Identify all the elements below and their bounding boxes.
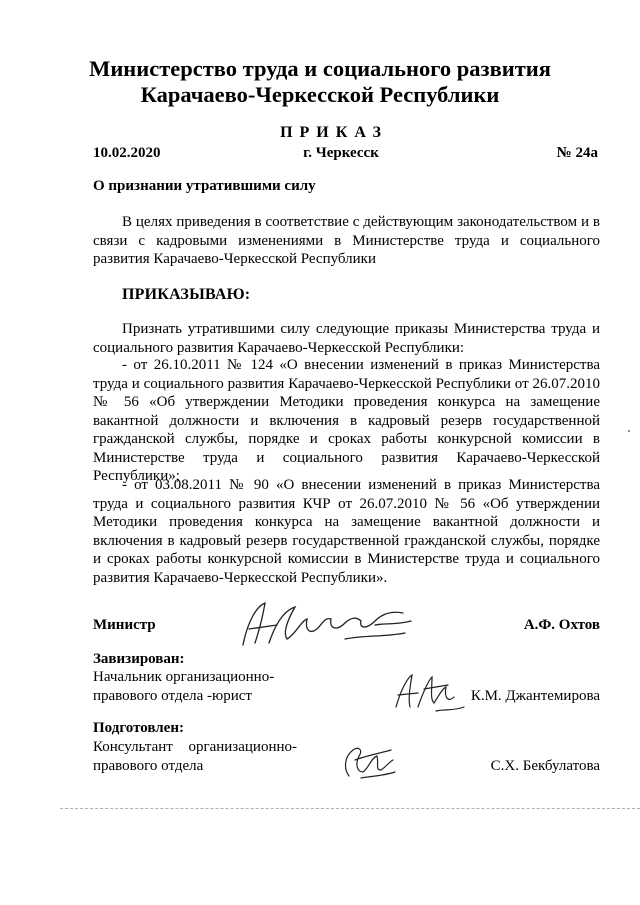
revoked-order-item xyxy=(93,356,600,486)
prepared-position-word1: Консультант xyxy=(93,739,173,755)
prepared-position-word2: организационно- xyxy=(188,739,297,755)
order-number: № 24а xyxy=(556,145,598,161)
prepared-signature xyxy=(335,738,400,783)
order-directive-word: ПРИКАЗЫВАЮ: xyxy=(122,286,251,303)
recognize-text: Признать утратившими силу следующие приказы Министерства труда и социального развития Карачаево-Черкесской Республики: xyxy=(93,321,600,356)
scan-edge-mark xyxy=(628,430,630,432)
order-subject: О признании утратившими силу xyxy=(93,178,316,194)
minister-name: А.Ф. Охтов xyxy=(523,617,600,633)
revoked-order-item-1-text: - от 26.10.2011 № 124 «О внесении изменений в приказ Министерства труда и социального развития Карачаево-Черкесской Республики от 26.07.2010 № 56 «Об утверждении Методики проведения конкурса на замещение вакантной должности и включения в кадровый резерв государственной гражданской службы, порядке и сроках работы конкурсной комиссии в Министерстве труда и социального развития Карачаево-Черкесской Республики»; xyxy=(93,357,600,484)
preamble-text: В целях приведения в соответствие с действующим законодательством и в связи с кадровыми изменениями в Министерстве труда и социального развития Карачаево-Черкесской Республики xyxy=(93,214,600,267)
visa-heading: Завизирован: xyxy=(93,651,185,667)
preamble-paragraph xyxy=(93,213,600,269)
ministry-name-line2: Карачаево-Черкесской Республики xyxy=(140,82,500,107)
prepared-position-line1 xyxy=(93,739,297,756)
order-city: г. Черкесск xyxy=(303,145,379,161)
minister-signature xyxy=(225,595,425,655)
order-title: ПРИКАЗ xyxy=(280,124,388,141)
revoked-order-item-2-text: - от 03.08.2011 № 90 «О внесении изменений в приказ Министерства труда и социального развития КЧР от 26.07.2010 № 56 «Об утверждении Методики проведения конкурса на замещение вакантной должности и включения в кадровый резерв государственной гражданской службы, порядке и сроках работы конкурсной комиссии в Министерстве труда и социального развития Карачаево-Черкесской Республики». xyxy=(93,477,600,586)
page-bottom-dashed-line xyxy=(60,808,640,809)
prepared-position-line2: правового отдела xyxy=(93,758,204,774)
revoked-order-item xyxy=(93,476,600,587)
visa-signature xyxy=(388,667,468,717)
visa-person-name: К.М. Джантемирова xyxy=(470,688,600,704)
prepared-heading: Подготовлен: xyxy=(93,720,184,736)
visa-position-line1: Начальник организационно- xyxy=(93,669,275,685)
recognize-paragraph xyxy=(93,320,600,357)
prepared-person-name: С.Х. Бекбулатова xyxy=(490,758,600,774)
order-date: 10.02.2020 xyxy=(93,145,161,161)
ministry-name-line1: Министерство труда и социального развития xyxy=(89,56,551,81)
minister-title: Министр xyxy=(93,617,156,633)
visa-position-line2: правового отдела -юрист xyxy=(93,688,252,704)
